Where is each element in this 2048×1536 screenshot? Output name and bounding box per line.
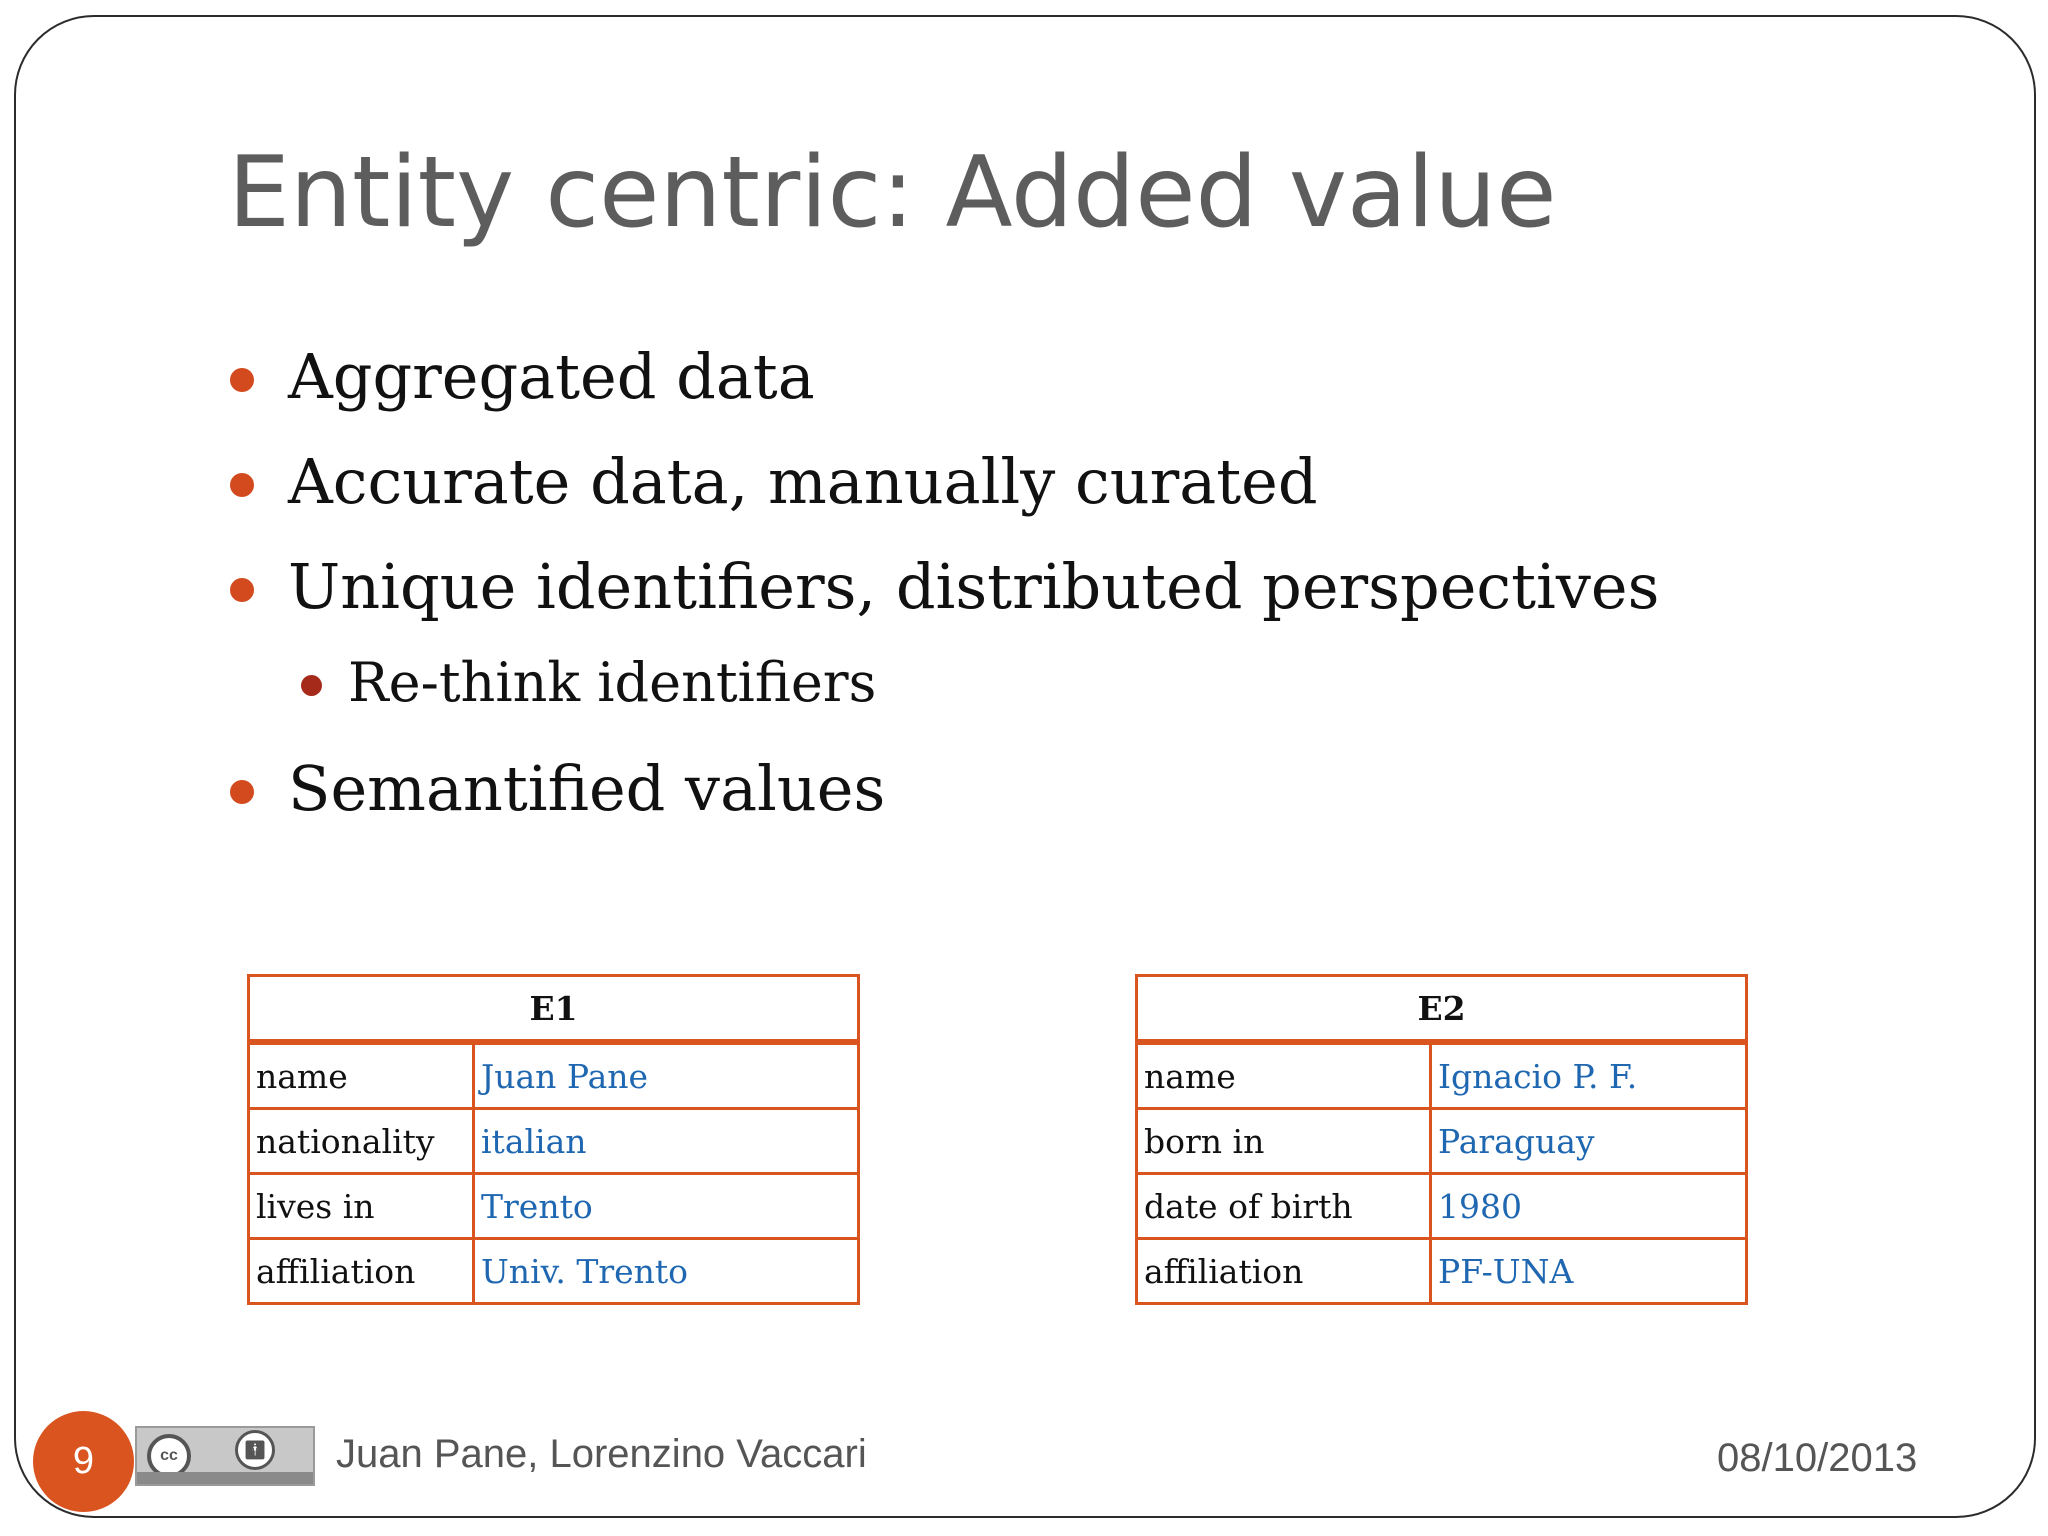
attribute-key: born in bbox=[1137, 1109, 1431, 1174]
bullet-item bbox=[288, 445, 1318, 518]
table-row bbox=[1137, 1109, 1747, 1174]
attribute-key: lives in bbox=[249, 1174, 474, 1239]
bullet-text: Aggregated data bbox=[288, 340, 815, 413]
table-row bbox=[249, 1042, 859, 1109]
table-row bbox=[249, 1109, 859, 1174]
bullet-dot-icon bbox=[230, 578, 254, 602]
table-row bbox=[249, 1174, 859, 1239]
sub-bullet-dot-icon bbox=[301, 675, 322, 696]
attribute-key: nationality bbox=[249, 1109, 474, 1174]
entity-table-e1 bbox=[247, 974, 860, 1305]
entity-table-e2 bbox=[1135, 974, 1748, 1305]
bullet-item bbox=[288, 340, 815, 413]
bullet-text: Accurate data, manually curated bbox=[288, 445, 1318, 518]
bullet-dot-icon bbox=[230, 780, 254, 804]
table-row bbox=[1137, 1042, 1747, 1109]
attribute-value: Juan Pane bbox=[474, 1042, 859, 1109]
bullet-dot-icon bbox=[230, 473, 254, 497]
attribute-value: Univ. Trento bbox=[474, 1239, 859, 1304]
cc-icon: cc bbox=[147, 1434, 191, 1478]
attribute-value: italian bbox=[474, 1109, 859, 1174]
attribute-value: Trento bbox=[474, 1174, 859, 1239]
attribute-key: date of birth bbox=[1137, 1174, 1431, 1239]
bullet-item bbox=[288, 550, 1659, 623]
table-header-row bbox=[1137, 976, 1747, 1043]
bullet-text: Unique identifiers, distributed perspectives bbox=[288, 550, 1660, 623]
attribute-value: 1980 bbox=[1431, 1174, 1747, 1239]
bullet-text: Re-think identifiers bbox=[348, 651, 877, 714]
table-row bbox=[249, 1239, 859, 1304]
table-row bbox=[1137, 1239, 1747, 1304]
attribute-value: Paraguay bbox=[1431, 1109, 1747, 1174]
table-header: E1 bbox=[249, 976, 859, 1043]
slide-title: Entity centric: Added value bbox=[228, 136, 1557, 250]
bullet-item bbox=[288, 752, 885, 825]
bullet-dot-icon bbox=[230, 368, 254, 392]
attribute-key: affiliation bbox=[249, 1239, 474, 1304]
by-strip bbox=[137, 1472, 313, 1484]
attribute-key: name bbox=[1137, 1042, 1431, 1109]
attribute-key: name bbox=[249, 1042, 474, 1109]
table-header-row bbox=[249, 976, 859, 1043]
page-number-badge bbox=[33, 1411, 134, 1512]
attribute-key: affiliation bbox=[1137, 1239, 1431, 1304]
footer-authors: Juan Pane, Lorenzino Vaccari bbox=[336, 1432, 867, 1476]
page-number: 9 bbox=[72, 1440, 95, 1482]
attribution-person-icon: 🚹︎ bbox=[235, 1430, 275, 1470]
attribute-value: Ignacio P. F. bbox=[1431, 1042, 1747, 1109]
table-header: E2 bbox=[1137, 976, 1747, 1043]
bullet-text: Semantified values bbox=[288, 752, 886, 825]
footer-date: 08/10/2013 bbox=[1717, 1436, 1918, 1480]
attribute-value: PF-UNA bbox=[1431, 1239, 1747, 1304]
cc-by-icon bbox=[135, 1426, 315, 1486]
table-row bbox=[1137, 1174, 1747, 1239]
sub-bullet-item bbox=[348, 651, 876, 714]
